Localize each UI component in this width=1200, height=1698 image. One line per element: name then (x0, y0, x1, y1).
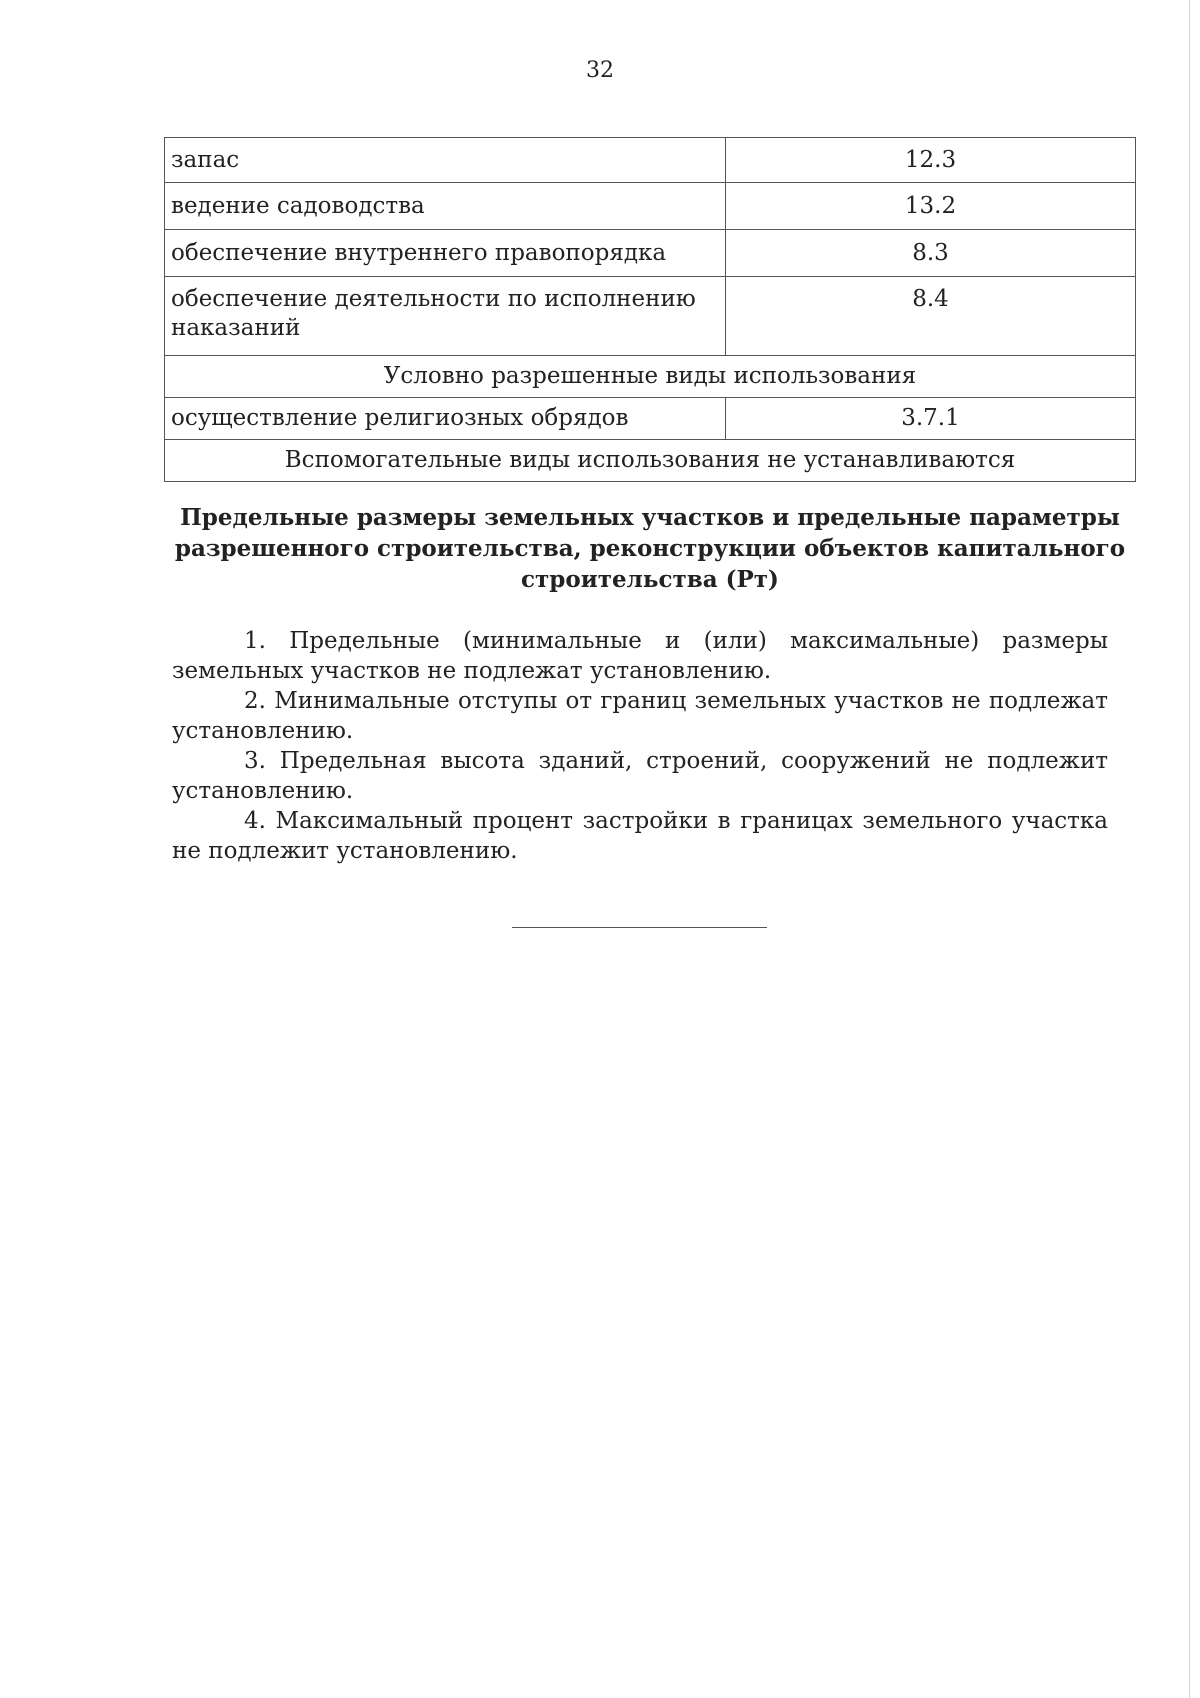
use-code-cell: 8.4 (726, 277, 1136, 356)
table-row (165, 398, 1136, 440)
end-divider (512, 927, 767, 928)
use-name-cell: обеспечение деятельности по исполнению наказаний (165, 277, 726, 356)
use-code-cell: 13.2 (726, 183, 1136, 230)
table-row (165, 138, 1136, 183)
table-row (165, 183, 1136, 230)
page-edge-line (1189, 0, 1190, 1698)
use-code-cell: 3.7.1 (726, 398, 1136, 440)
requirement-item: 3. Предельная высота зданий, строений, сооружений не подлежит установлению. (172, 748, 1108, 804)
heading-line: Предельные размеры земельных участков и предельные параметры (180, 504, 1120, 531)
auxiliary-uses-note: Вспомогательные виды использования не устанавливаются (165, 440, 1136, 482)
requirement-item: 2. Минимальные отступы от границ земельных участков не подлежат установлению. (172, 688, 1108, 744)
table-row (165, 277, 1136, 356)
conditional-uses-heading: Условно разрешенные виды использования (165, 356, 1136, 398)
table-row (165, 230, 1136, 277)
use-code-cell: 8.3 (726, 230, 1136, 277)
use-code-cell: 12.3 (726, 138, 1136, 183)
table-section-row (165, 356, 1136, 398)
use-name-cell: ведение садоводства (165, 183, 726, 230)
section-heading (160, 502, 1140, 595)
heading-line: строительства (Рт) (521, 566, 779, 593)
page-number: 32 (586, 58, 614, 83)
heading-line: разрешенного строительства, реконструкции объектов капитального (174, 535, 1126, 562)
requirements-list (172, 626, 1108, 866)
use-name-cell: запас (165, 138, 726, 183)
requirement-item: 4. Максимальный процент застройки в границах земельного участка не подлежит установлению. (172, 808, 1108, 864)
use-name-cell: обеспечение внутреннего правопорядка (165, 230, 726, 277)
requirement-item: 1. Предельные (минимальные и (или) максимальные) размеры земельных участков не подлежат установлению. (172, 628, 1108, 684)
table-section-row (165, 440, 1136, 482)
land-use-table (164, 137, 1136, 482)
use-name-cell: осуществление религиозных обрядов (165, 398, 726, 440)
